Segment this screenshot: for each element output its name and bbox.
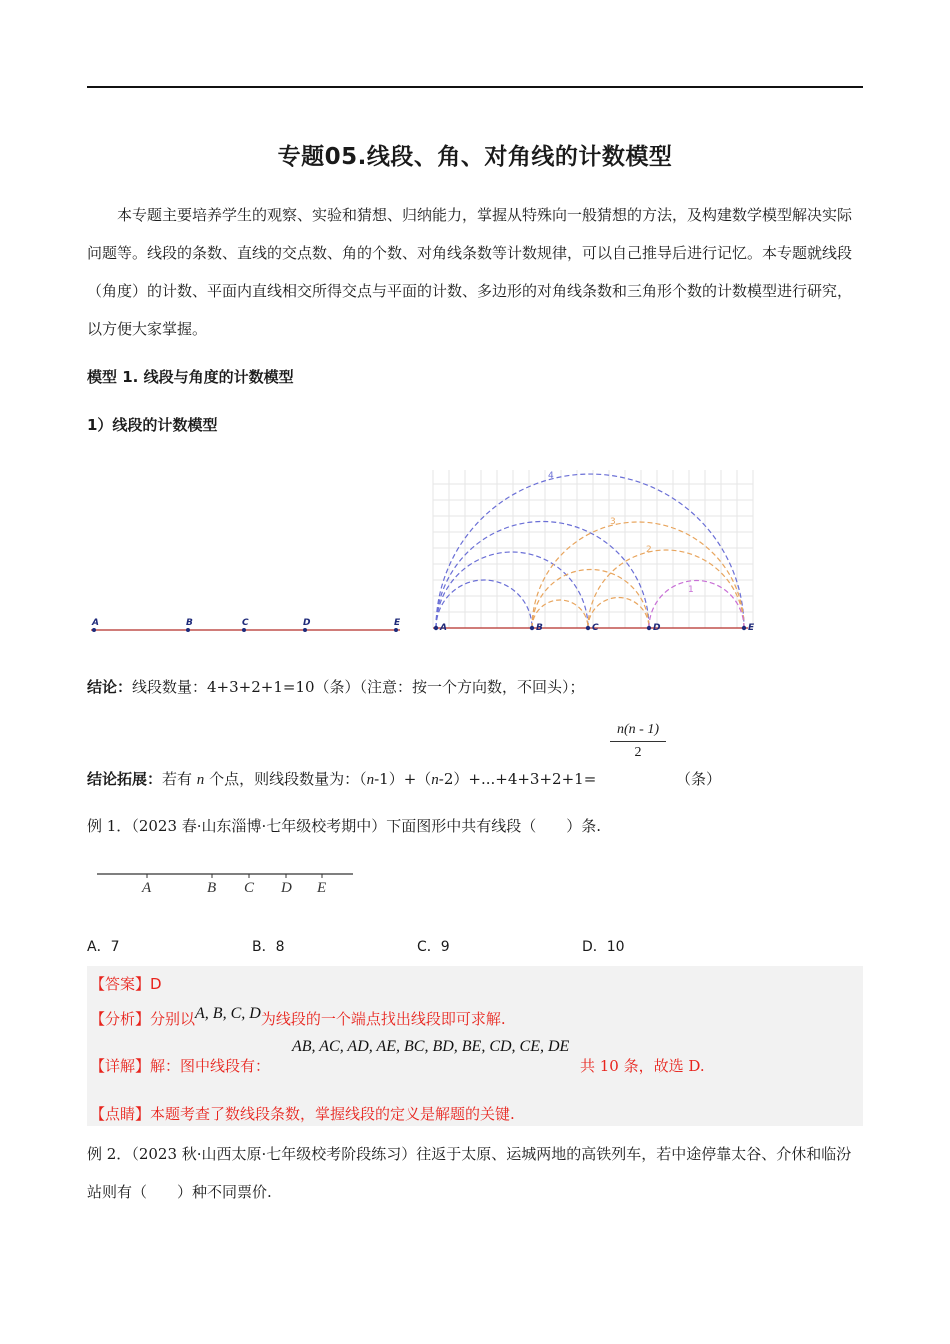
point-a [434, 626, 438, 630]
answer-line: 【答案】D [90, 975, 162, 993]
point-d [647, 626, 651, 630]
point-a [92, 628, 96, 632]
example1-question: 例 1．（2023 春·山东淄博·七年级校考期中）下面图形中共有线段（ ）条. [87, 817, 602, 835]
point-label: E [748, 623, 755, 633]
point-c [586, 626, 590, 630]
formula-denominator: 2 [634, 745, 642, 760]
arc-BD [532, 570, 649, 629]
conclusion-line [87, 676, 585, 697]
example2-question: 例 2．（2023 秋·山西太原·七年级校考阶段练习）往返于太原、运城两地的高铁列车，若中途停靠太谷、介休和临汾站则有（ ）种不同票价. [87, 1145, 852, 1201]
intro-paragraph: 本专题主要培养学生的观察、实验和猜想、归纳能力，掌握从特殊向一般猜想的方法，及构建数学模型解决实际问题等。线段的条数、直线的交点数、角的个数、对角线条数等计数规律，可以自己推导后进行记忆。本专题就线段（角度）的计数、平面内直线相交所得交点与平面的计数、多边形的对角线条数和三角形个数的计数模型进行研究，以方便大家掌握。 [87, 206, 853, 338]
arc-count-label: 2 [646, 545, 652, 555]
point-label: C [242, 618, 249, 628]
point-label: C [592, 623, 599, 633]
model1-subheading: 1）线段的计数模型 [87, 416, 218, 434]
point-label: D [653, 623, 661, 633]
point-label: B [186, 618, 193, 628]
point-e [394, 628, 398, 632]
point-label: E [317, 880, 327, 896]
model1-heading: 模型 1. 线段与角度的计数模型 [87, 368, 294, 386]
option-a[interactable]: A．7 [87, 939, 120, 955]
point-b [186, 628, 190, 632]
segment-count-formula [610, 722, 666, 761]
conclusion-label: 结论： [87, 678, 133, 696]
option-b[interactable]: B．8 [252, 939, 285, 955]
point-e [742, 626, 746, 630]
point-b [530, 626, 534, 630]
segment-figure-1 [88, 612, 408, 638]
header-rule [87, 86, 863, 88]
point-label: B [207, 880, 217, 896]
segment-arcs-figure [430, 468, 756, 638]
point-label: B [536, 623, 543, 633]
detail-segments: AB, AC, AD, AE, BC, BD, BE, CD, CE, DE [292, 1038, 570, 1055]
page-title: 专题05.线段、角、对角线的计数模型 [277, 144, 673, 170]
conclusion-text: 线段数量：4+3+2+1=10（条）（注意：按一个方向数，不回头）； [132, 678, 585, 696]
point-d [303, 628, 307, 632]
point-c [242, 628, 246, 632]
arc-AB [436, 580, 532, 628]
formula-numerator: n(n - 1) [610, 722, 666, 742]
arc-count-label: 3 [610, 517, 616, 527]
example1-figure [95, 864, 357, 898]
arc-DE [649, 581, 744, 629]
arc-count-label: 4 [548, 471, 554, 481]
detail-result: 共 10 条，故选 D. [580, 1057, 705, 1075]
point-label: D [303, 618, 311, 628]
option-c[interactable]: C．9 [417, 939, 450, 955]
extension-unit: （条） [676, 770, 722, 788]
point-label: A [440, 623, 447, 633]
detail-line: 【详解】解：图中线段有： [90, 1057, 271, 1075]
point-label: A [142, 880, 152, 896]
point-label: E [394, 618, 401, 628]
point-label: A [92, 618, 99, 628]
extension-line: 结论拓展：若有 n 个点，则线段数量为：（n-1）+（n-2）+...+4+3+2+1= [87, 770, 597, 788]
point-label: C [244, 880, 255, 896]
arc-AE [436, 474, 744, 628]
option-d[interactable]: D．10 [582, 939, 625, 955]
extension-label: 结论拓展： [87, 770, 163, 788]
point-label: D [281, 880, 292, 896]
comment-line: 【点睛】本题考查了数线段条数，掌握线段的定义是解题的关键. [90, 1105, 515, 1123]
arc-AC [436, 552, 588, 628]
analysis-line: 【分析】分别以A, B, C, D为线段的一个端点找出线段即可求解. [90, 1005, 506, 1028]
arc-count-label: 1 [688, 585, 694, 595]
